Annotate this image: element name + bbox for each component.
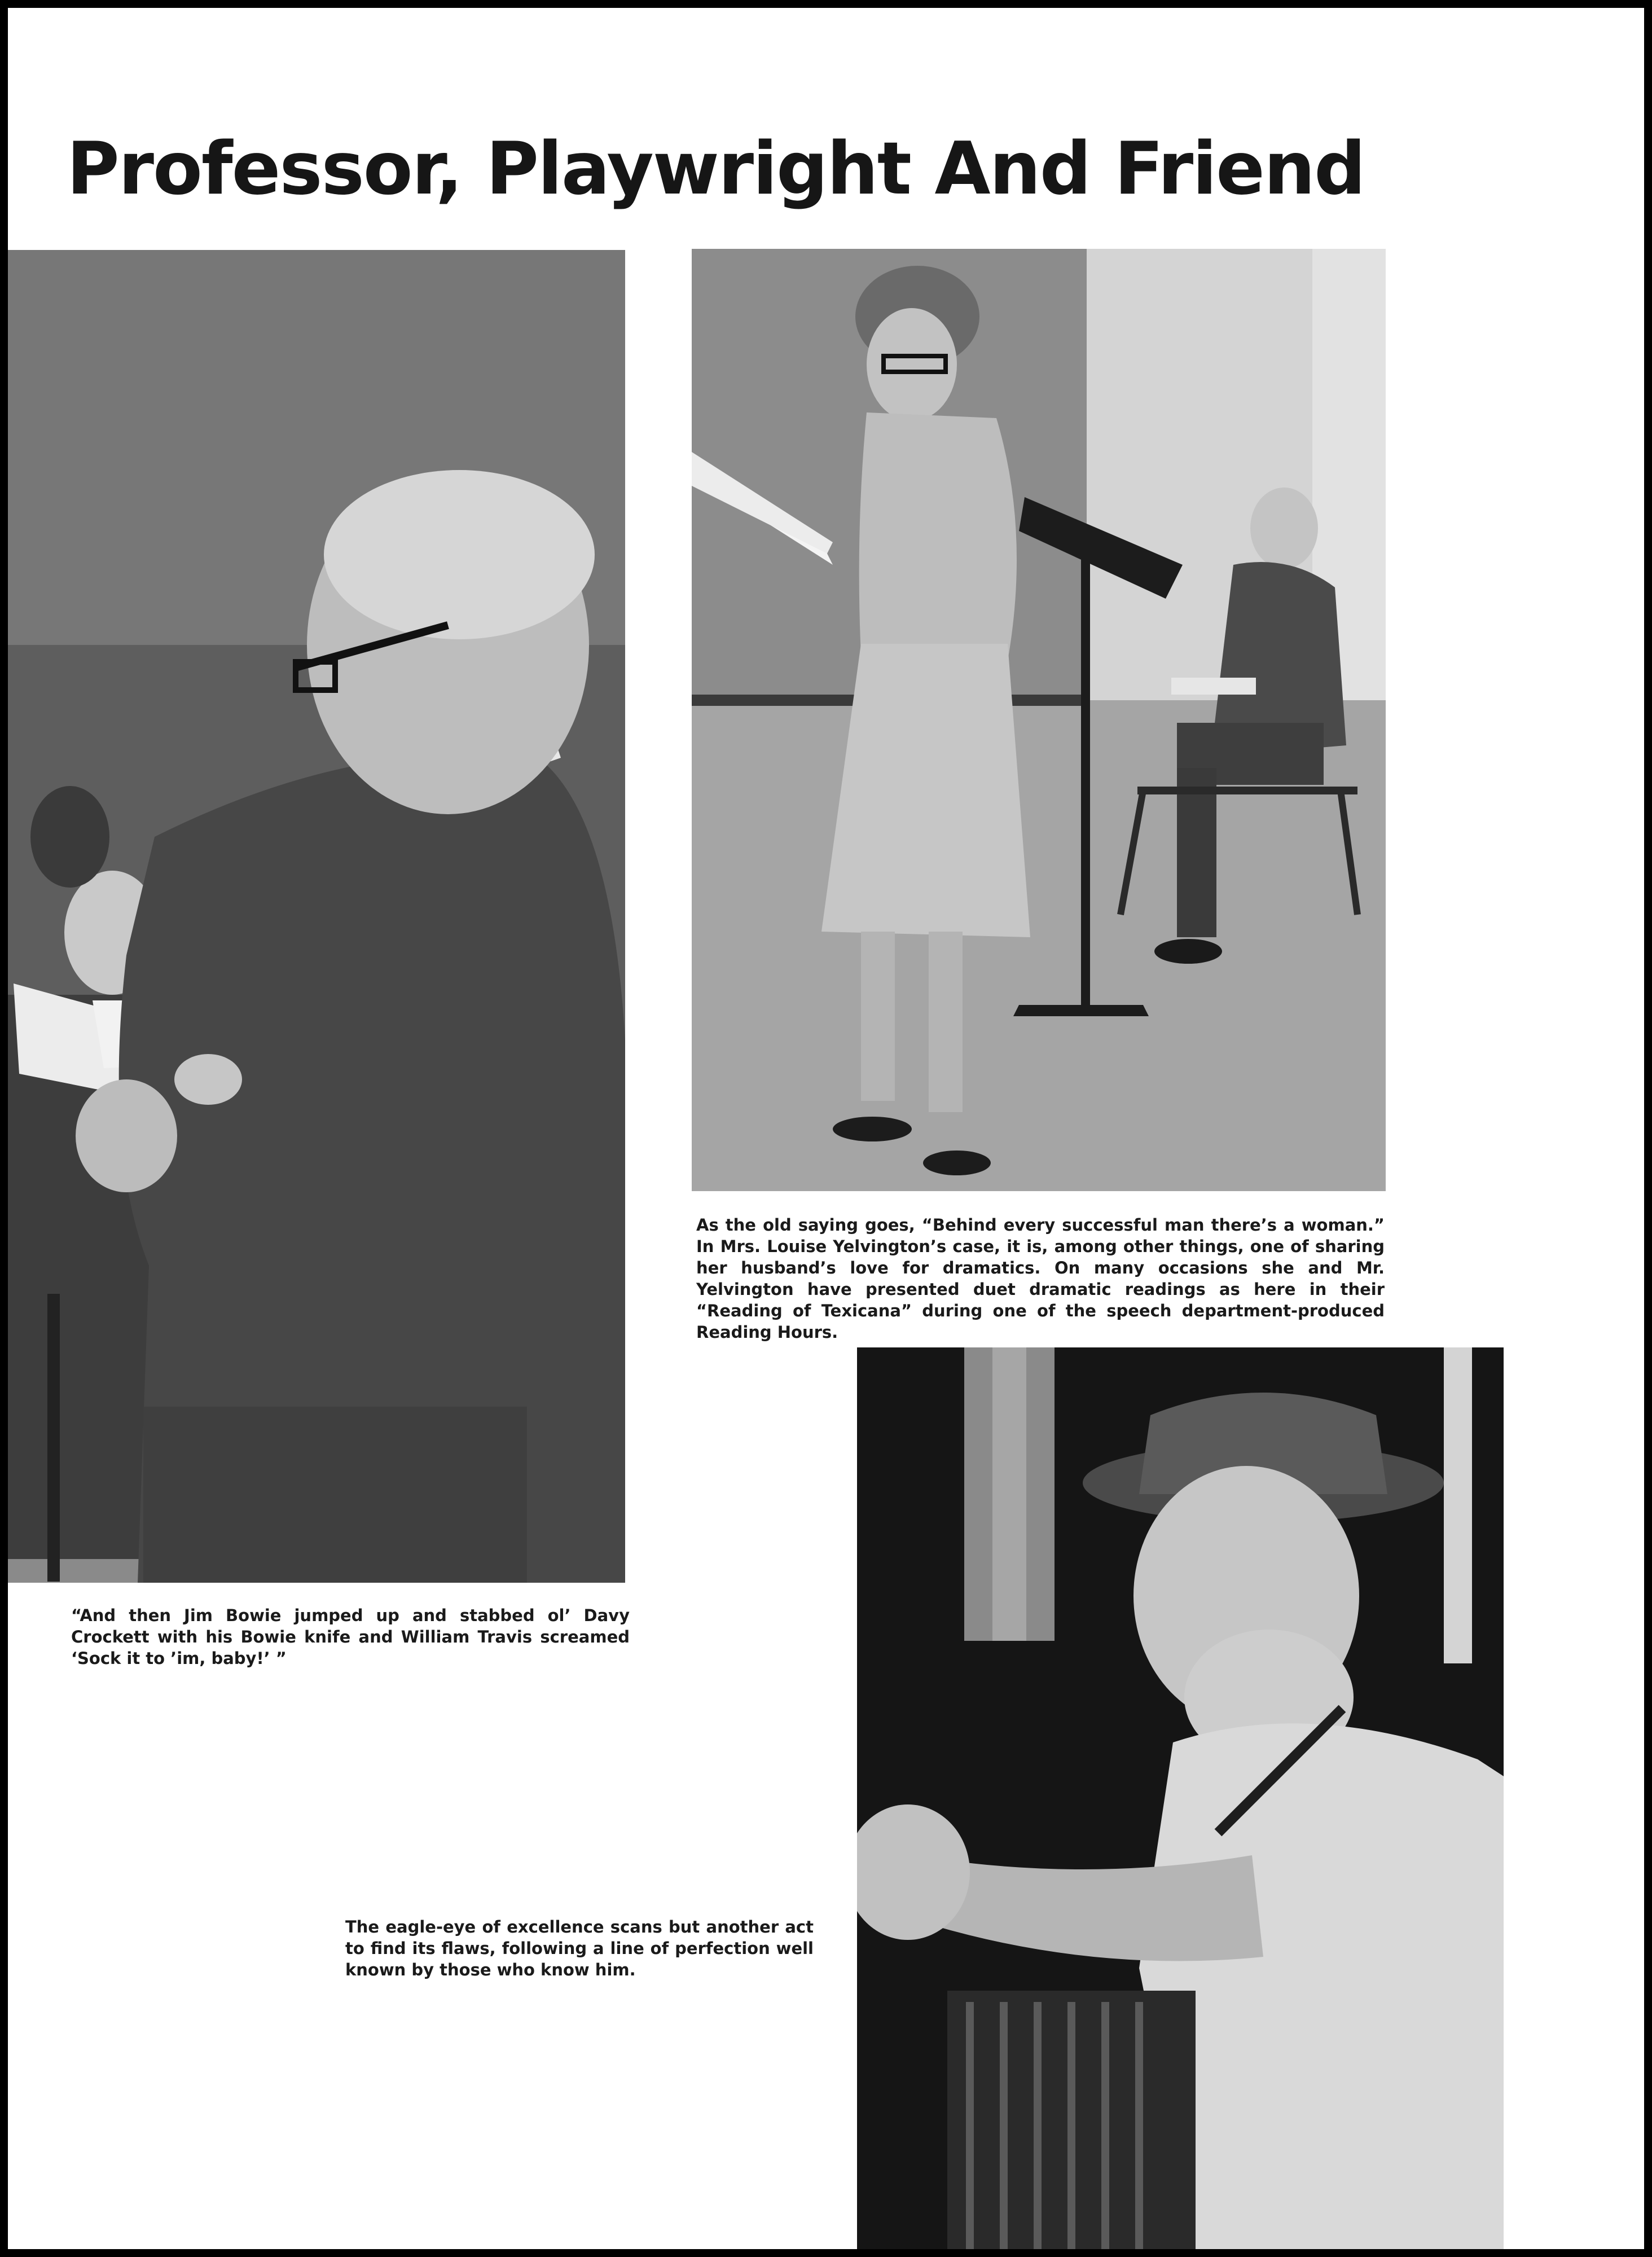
photo-professor-reading-image (8, 250, 625, 1583)
caption-eagle-eye: The eagle-eye of excellence scans but another act to find its flaws, following a line of perfection well known by those who know him. (345, 1917, 814, 1979)
photo-professor-in-hat (857, 1347, 1504, 2249)
caption-reading-hour: As the old saying goes, “Behind every successful man there’s a woman.” In Mrs. Louise Yelvington’s case, it is, among other things, one of sharing her husband’s love for dramatics. On many occasions she and Mr. Yelvington have presented duet dramatic readings as here in their “Reading of Texicana” during one of the speech department-produced Reading Hours. (696, 1215, 1385, 1342)
page-title: Professor, Playwright And Friend (67, 127, 1365, 211)
caption-jim-bowie: “And then Jim Bowie jumped up and stabbed ol’ Davy Crockett with his Bowie knife and William Travis screamed ‘Sock it to ’im, baby!’ ” (71, 1606, 630, 1668)
photo-reading-of-texicana-image (692, 249, 1386, 1191)
photo-reading-of-texicana (692, 249, 1386, 1191)
photo-professor-in-hat-image (857, 1347, 1504, 2249)
photo-professor-reading (8, 250, 625, 1583)
yearbook-page (8, 8, 1644, 2249)
